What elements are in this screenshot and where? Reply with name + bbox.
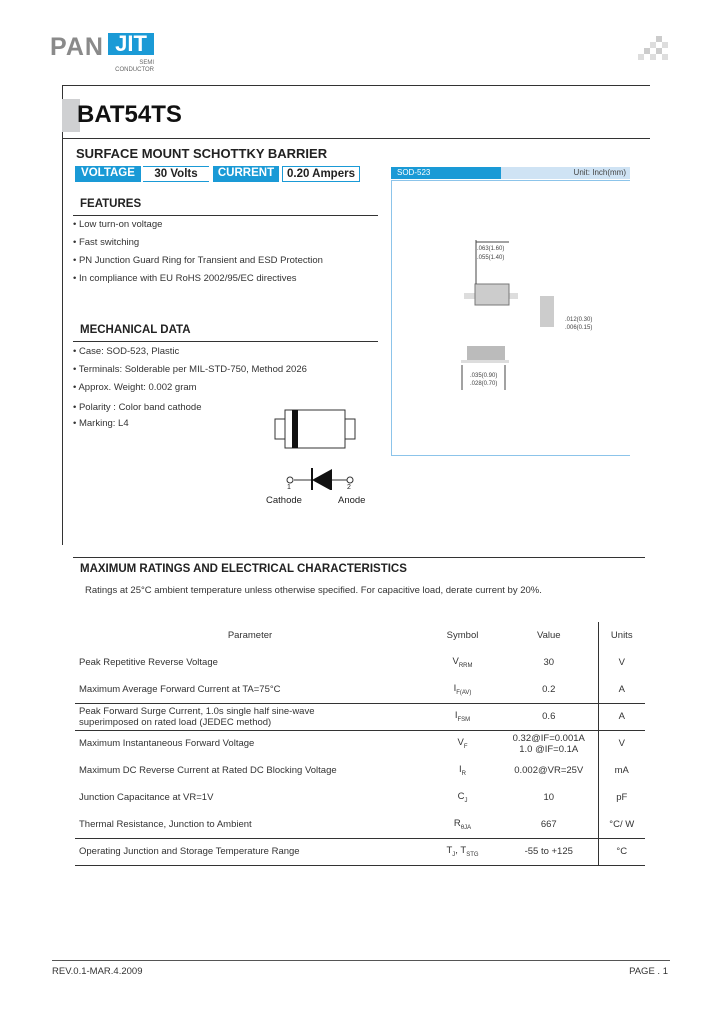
pin2-label: 2 bbox=[347, 484, 351, 491]
revision: REV.0.1-MAR.4.2009 bbox=[52, 966, 143, 977]
part-number: BAT54TS bbox=[77, 101, 182, 128]
sym: R bbox=[453, 817, 461, 829]
frame-left bbox=[62, 85, 63, 545]
dim-label: .012(0.30) bbox=[565, 317, 593, 323]
page-number: PAGE . 1 bbox=[629, 966, 668, 977]
value: 10 bbox=[543, 792, 555, 803]
ratings-title: MAXIMUM RATINGS AND ELECTRICAL CHARACTERISTICS bbox=[80, 563, 407, 575]
symbol bbox=[425, 811, 500, 838]
sym-sub: J bbox=[452, 851, 456, 858]
header-symbol: Symbol bbox=[446, 630, 479, 641]
unit: A bbox=[598, 703, 645, 730]
param: Maximum Instantaneous Forward Voltage bbox=[79, 738, 255, 750]
value: 0.002@VR=25V bbox=[514, 765, 584, 776]
unit: mA bbox=[598, 757, 645, 784]
value: 30 bbox=[543, 657, 555, 668]
package-name: SOD-523 bbox=[391, 167, 501, 179]
dim-label: .063(1.60) bbox=[477, 246, 505, 252]
cathode-label: Cathode bbox=[266, 495, 302, 506]
feature-item: • Low turn-on voltage bbox=[73, 219, 162, 230]
diode-drawing bbox=[270, 405, 365, 490]
header-units: Units bbox=[598, 622, 645, 649]
symbol bbox=[425, 649, 500, 676]
dim-label: .006(0.15) bbox=[565, 325, 593, 331]
frame-top bbox=[62, 85, 650, 86]
current-label: CURRENT bbox=[213, 166, 279, 182]
symbol bbox=[425, 838, 500, 865]
param-line1: Peak Forward Surge Current, 1.0s single half sine-wave bbox=[79, 705, 315, 717]
table-row bbox=[75, 676, 645, 703]
package-box-bottom bbox=[391, 455, 630, 456]
sym-sub: F bbox=[463, 744, 468, 751]
mech-item: • Marking: L4 bbox=[73, 418, 129, 429]
mechanical-divider bbox=[73, 341, 378, 342]
logo-subtitle bbox=[100, 60, 154, 74]
sym-sub: J bbox=[464, 797, 468, 804]
feature-item: • Fast switching bbox=[73, 237, 139, 248]
unit: °C bbox=[598, 838, 645, 865]
table-row bbox=[75, 811, 645, 838]
header-parameter: Parameter bbox=[227, 630, 273, 641]
dim-label: .028(0.70) bbox=[470, 381, 498, 387]
symbol bbox=[425, 757, 500, 784]
package-outline-drawing bbox=[391, 180, 630, 455]
header-value: Value bbox=[536, 630, 561, 641]
param: Maximum Average Forward Current at TA=75°C bbox=[75, 676, 425, 703]
param-line2: superimposed on rated load (JEDEC method) bbox=[79, 716, 272, 728]
table-row bbox=[75, 649, 645, 676]
table-header-row bbox=[75, 622, 645, 649]
unit: A bbox=[598, 676, 645, 703]
logo-pan: PAN bbox=[50, 33, 104, 61]
unit: pF bbox=[598, 784, 645, 811]
table-row bbox=[75, 730, 645, 757]
sym: V bbox=[457, 737, 464, 749]
value: 0.6 bbox=[500, 703, 598, 730]
voltage-label: VOLTAGE bbox=[75, 166, 141, 182]
mech-item: • Terminals: Solderable per MIL-STD-750, Method 2026 bbox=[73, 364, 307, 375]
logo-sub2: CONDUCTOR bbox=[115, 67, 154, 73]
sym: I bbox=[459, 764, 462, 776]
value: 0.2 bbox=[500, 676, 598, 703]
param: Peak Repetitive Reverse Voltage bbox=[79, 657, 218, 668]
sym: I bbox=[453, 682, 457, 694]
logo-jit: JIT bbox=[108, 33, 154, 55]
table-row bbox=[75, 703, 645, 730]
unit: V bbox=[598, 730, 645, 757]
symbol bbox=[425, 784, 500, 811]
symbol bbox=[425, 730, 500, 757]
value: -55 to +125 bbox=[500, 838, 598, 865]
anode-label: Anode bbox=[338, 495, 366, 506]
symbol bbox=[425, 676, 500, 703]
value: 667 bbox=[500, 811, 598, 838]
sym2-sub: STG bbox=[466, 851, 479, 858]
symbol bbox=[425, 703, 500, 730]
pin1-label: 1 bbox=[287, 484, 291, 491]
mech-item: • Case: SOD-523, Plastic bbox=[73, 346, 179, 357]
table-row bbox=[75, 757, 645, 784]
decorative-checker-icon bbox=[638, 36, 670, 64]
table-row bbox=[75, 784, 645, 811]
voltage-value: 30 Volts bbox=[143, 166, 209, 182]
sym-sub: RRM bbox=[458, 662, 473, 669]
ratings-table bbox=[75, 622, 645, 866]
sym-sub: FSM bbox=[457, 716, 471, 723]
feature-item: • PN Junction Guard Ring for Transient and ESD Protection bbox=[73, 255, 323, 266]
sym-sub: R bbox=[461, 770, 466, 777]
unit: V bbox=[598, 649, 645, 676]
dim-label: .055(1.40) bbox=[477, 255, 505, 261]
param bbox=[75, 703, 425, 730]
param: Thermal Resistance, Junction to Ambient bbox=[75, 811, 425, 838]
package-header bbox=[391, 167, 630, 179]
param: Maximum DC Reverse Current at Rated DC Blocking Voltage bbox=[79, 765, 337, 776]
mech-item: • Polarity : Color band cathode bbox=[73, 402, 202, 413]
logo-sub1: SEMI bbox=[139, 60, 154, 66]
ratings-note: Ratings at 25°C ambient temperature unless otherwise specified. For capacitive load, derate current by 20%. bbox=[85, 585, 542, 596]
features-title: FEATURES bbox=[80, 198, 142, 210]
sym: C bbox=[457, 791, 465, 803]
subtitle: SURFACE MOUNT SCHOTTKY BARRIER bbox=[76, 146, 328, 161]
mech-item: • Approx. Weight: 0.002 gram bbox=[73, 382, 197, 393]
package-unit: Unit: Inch(mm) bbox=[573, 168, 626, 177]
sym: I bbox=[454, 710, 458, 722]
sym-sub: F(AV) bbox=[456, 689, 472, 696]
sym: T bbox=[446, 845, 453, 857]
current-value: 0.20 Ampers bbox=[282, 166, 360, 182]
table-row bbox=[75, 838, 645, 865]
sym2: , T bbox=[455, 845, 467, 857]
param: Operating Junction and Storage Temperature Range bbox=[75, 838, 425, 865]
features-divider bbox=[73, 215, 378, 216]
footer-divider bbox=[52, 960, 670, 961]
dim-label: .035(0.90) bbox=[470, 373, 498, 379]
feature-item: • In compliance with EU RoHS 2002/95/EC directives bbox=[73, 273, 297, 284]
value bbox=[500, 730, 598, 757]
value-line2: 1.0 @IF=0.1A bbox=[519, 743, 579, 755]
ratings-divider bbox=[73, 557, 645, 558]
sym: V bbox=[452, 656, 459, 668]
param: Junction Capacitance at VR=1V bbox=[79, 792, 214, 803]
mechanical-title: MECHANICAL DATA bbox=[80, 324, 191, 336]
value-line1: 0.32@IF=0.001A bbox=[512, 732, 585, 744]
title-divider bbox=[62, 138, 650, 139]
sym-sub: θJA bbox=[460, 824, 472, 831]
unit: °C/ W bbox=[598, 811, 645, 838]
